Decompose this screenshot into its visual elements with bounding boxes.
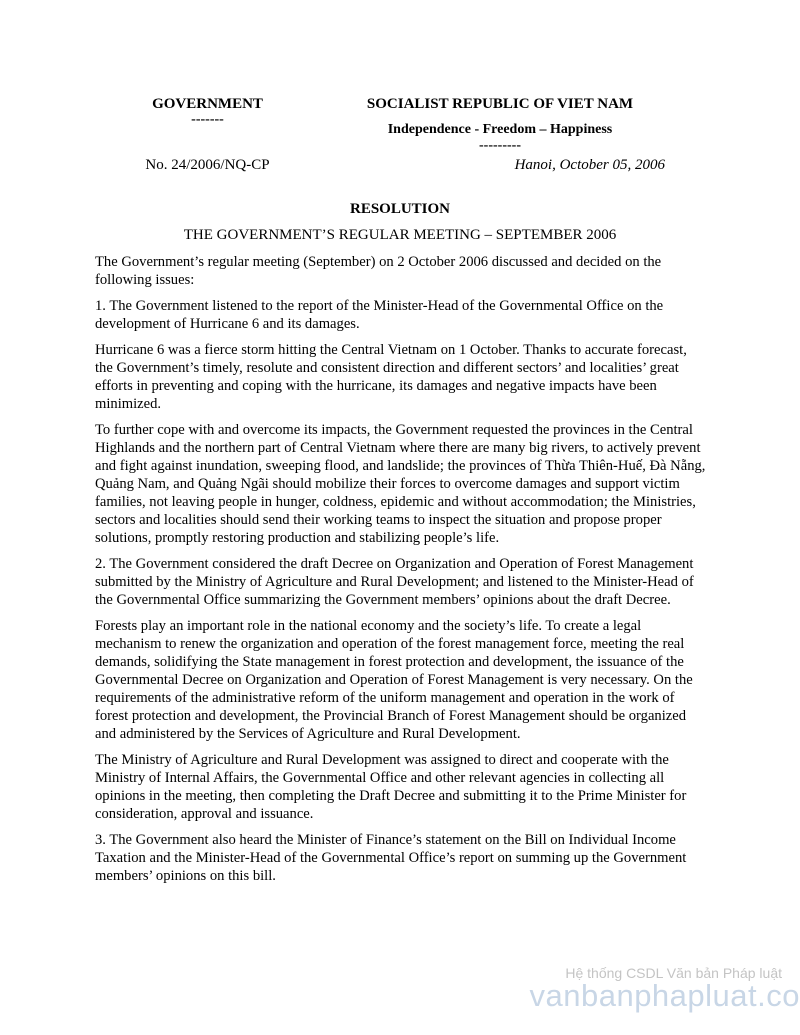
paragraph: Forests play an important role in the national economy and the society’s life. To create a legal mechanism to renew the organization and operation of the forest management force, meeting the real demands, solidifying the State management in forest protection and development, the issuance of the Governmental Decree on Organization and Operation of Forest Management is very necessary. On the requirements of the administrative reform of the uniform management and operation in the work of forest protection and development, the Provincial Branch of Forest Management should be organized and administered by the Services of Agriculture and Rural Development.: [95, 618, 693, 742]
country-name: SOCIALIST REPUBLIC OF VIET NAM: [366, 96, 634, 112]
issuer-name: GOVERNMENT: [152, 96, 263, 112]
national-title-block: [335, 95, 665, 153]
national-motto: Independence - Freedom – Happiness: [387, 122, 613, 137]
watermark-site: vanbanphapluat.co: [529, 978, 800, 1013]
issuer-divider: -------: [191, 112, 224, 127]
document-subtitle: THE GOVERNMENT’S REGULAR MEETING – SEPTEMBER 2006: [183, 227, 617, 243]
paragraph: The Ministry of Agriculture and Rural Development was assigned to direct and cooperate with the Ministry of Internal Affairs, the Governmental Office and other relevant agencies in collecting all opinions in the meeting, then completing the Draft Decree and submitting it to the Prime Minister for consideration, approval and issuance.: [95, 752, 687, 822]
paragraph: The Government’s regular meeting (September) on 2 October 2006 discussed and decided on the following issues:: [95, 254, 662, 288]
paragraph: 1. The Government listened to the report of the Minister-Head of the Governmental Office on the development of Hurricane 6 and its damages.: [95, 298, 664, 332]
watermark-caption: Hệ thống CSDL Văn bản Pháp luật: [565, 965, 782, 981]
motto-divider: ---------: [479, 138, 521, 153]
place-date: Hanoi, October 05, 2006: [514, 157, 665, 173]
issuer-block: [120, 95, 295, 127]
document-body: [95, 253, 707, 893]
paragraph: 2. The Government considered the draft Decree on Organization and Operation of Forest Management submitted by the Ministry of Agriculture and Rural Development; and listened to the Minister-Head of the Governmental Office summarizing the Government members’ opinions about the draft Decree.: [95, 556, 694, 608]
paragraph: To further cope with and overcome its impacts, the Government requested the provinces in the Central Highlands and the northern part of Central Vietnam where there are many big rivers, to actively prevent and fight against inundation, sweeping flood, and landslide; the provinces of Thừa Thiên-Huế, Đà Nẵng, Quảng Nam, and Quảng Ngãi should mobilize their forces to overcome damages and support victim families, not leaving people in hunger, coldness, epidemic and without accommodation; the Ministries, sectors and localities should send their working teams to inspect the situation and propose proper solutions, promptly restoring production and stabilizing people’s life.: [95, 422, 706, 546]
document-title: RESOLUTION: [349, 201, 451, 217]
document-number: No. 24/2006/NQ-CP: [145, 157, 270, 173]
paragraph: Hurricane 6 was a fierce storm hitting the Central Vietnam on 1 October. Thanks to accurate forecast, the Government’s timely, resolute and consistent direction and different sectors’ and localities’ great efforts in preventing and coping with the hurricane, its damages and negative impacts have been minimized.: [95, 342, 687, 412]
paragraph: 3. The Government also heard the Minister of Finance’s statement on the Bill on Individual Income Taxation and the Minister-Head of the Governmental Office’s report on summing up the Government members’ opinions on this bill.: [95, 832, 687, 884]
